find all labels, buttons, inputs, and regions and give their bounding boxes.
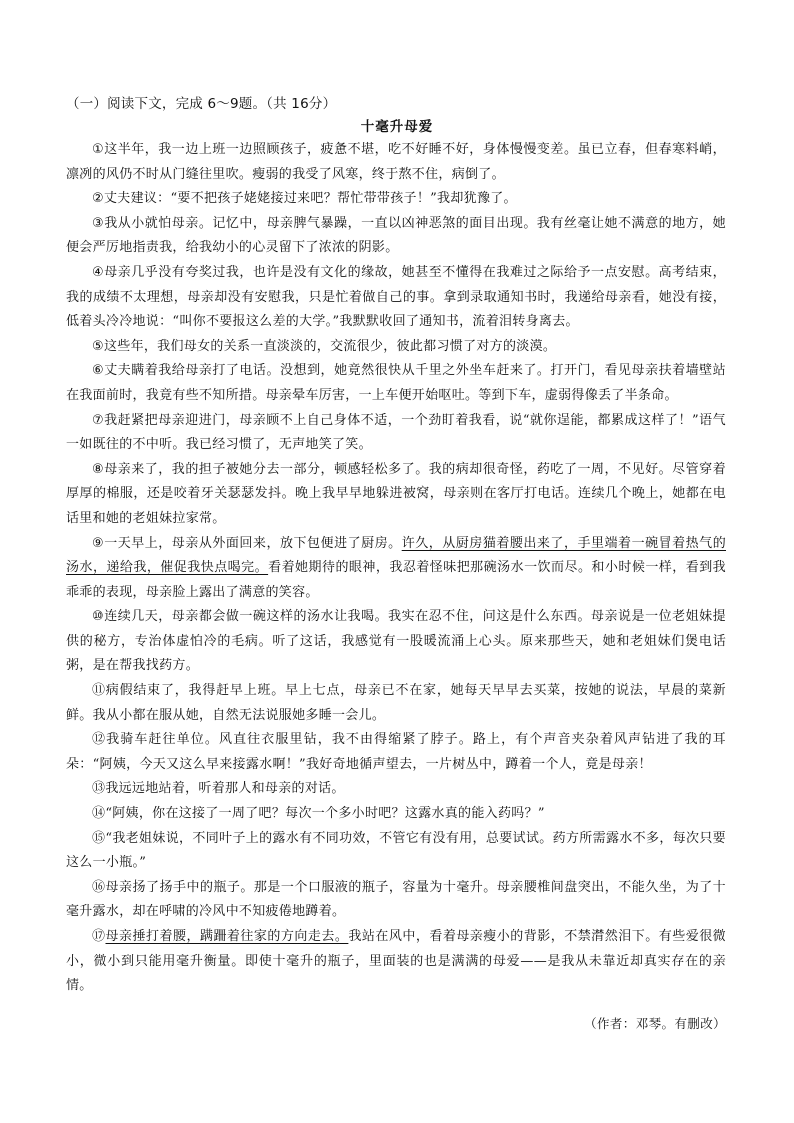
paragraph-text: 一天早上，母亲从外面回来，放下包便进了厨房。 bbox=[104, 535, 402, 551]
paragraph-text: 我从小就怕母亲。记忆中，母亲脾气暴躁，一直以凶神恶煞的面目出现。我有丝毫让她不满意的地方，她便会严厉地指责我，给我幼小的心灵留下了浓浓的阴影。 bbox=[66, 215, 726, 256]
article-title: 十毫升母爱 bbox=[360, 119, 434, 135]
paragraph-number: ⑥ bbox=[92, 363, 105, 379]
paragraph-text: 病假结束了，我得赶早上班。早上七点，母亲已不在家，她每天早早去买菜，按她的说法，早晨的菜新鲜。我从小都在服从她，自然无法说服她多睡一会儿。 bbox=[66, 683, 726, 723]
paragraph-number: ⑰ bbox=[92, 929, 106, 944]
paragraph-number: ⑬ bbox=[92, 781, 106, 797]
paragraph bbox=[66, 261, 726, 335]
paragraph-number: ⑭ bbox=[92, 806, 106, 822]
paragraph-number: ⑫ bbox=[92, 732, 107, 748]
paragraph bbox=[66, 409, 726, 458]
paragraph-text: 丈夫建议：“要不把孩子姥姥接过来吧？帮忙带带孩子！”我却犹豫了。 bbox=[103, 191, 517, 207]
paragraph bbox=[66, 728, 726, 777]
paragraph-number: ⑨ bbox=[92, 535, 105, 551]
paragraph-number: ⑧ bbox=[92, 461, 105, 477]
paragraph bbox=[66, 605, 726, 679]
paragraph-text: 连续几天，母亲都会做一碗这样的汤水让我喝。我实在忍不住，问这是什么东西。母亲说是一位老姐妹提供的秘方，专治体虚怕冷的毛病。听了这话，我感觉有一股暖流涌上心头。原来那些天，她和老姐妹们煲电话粥，是在帮我找药方。 bbox=[66, 609, 726, 674]
paragraph-text: 母亲来了，我的担子被她分去一部分，顿感轻松多了。我的病却很奇怪，药吃了一周，不见好。尽管穿着厚厚的棉服，还是咬着牙关瑟瑟发抖。晚上我早早地躲进被窝，母亲则在客厅打电话。连续几个晚上，她都在电话里和她的老姐妹拉家常。 bbox=[66, 461, 726, 526]
paragraph-number: ⑤ bbox=[92, 338, 104, 354]
paragraph-number: ③ bbox=[92, 215, 105, 231]
author-note: （作者：邓琴。有删改） bbox=[584, 1016, 726, 1031]
paragraph-text: 看着她期待的眼神，我忍着怪味把那碗汤水一饮而尽。和小时候一样，看到我乖乖的表现，母亲脸上露出了满意的笑容。 bbox=[66, 560, 726, 600]
paragraph bbox=[66, 212, 726, 261]
paragraph bbox=[66, 679, 726, 728]
paragraph-text: 我赶紧把母亲迎进门，母亲顾不上自己身体不适，一个劲盯着我看，说“就你逞能，都累成这样了！”语气一如既往的不中听。我已经习惯了，无声地笑了笑。 bbox=[66, 412, 726, 453]
paragraph-number: ④ bbox=[92, 264, 105, 280]
question-instruction: （一）阅读下文，完成 6～9题。（共 16分） bbox=[66, 96, 337, 112]
paragraph-text: 母亲扬了扬手中的瓶子。那是一个口服液的瓶子，容量为十毫升。母亲腰椎间盘突出，不能久坐，为了十毫升露水，却在呼啸的冷风中不知疲倦地蹲着。 bbox=[66, 879, 726, 920]
paragraph-text: 这些年，我们母女的关系一直淡淡的，交流很少，彼此都习惯了对方的淡漠。 bbox=[103, 338, 557, 354]
paragraph bbox=[66, 187, 726, 212]
paragraph bbox=[66, 827, 726, 876]
paragraph bbox=[66, 532, 726, 606]
paragraph-text: 母亲几乎没有夸奖过我，也许是没有文化的缘故，她甚至不懂得在我难过之际给予一点安慰。高考结束，我的成绩不太理想，母亲却没有安慰我，只是忙着做自己的事。拿到录取通知书时，我递给母亲看，她没有接，低着头冷冷地说：“叫你不要报这么差的大学。”我默默收回了通知书，流着泪转身离去。 bbox=[66, 264, 726, 330]
paragraph bbox=[66, 925, 726, 999]
paragraph-number: ① bbox=[92, 142, 105, 157]
paragraph bbox=[66, 458, 726, 532]
paragraph bbox=[66, 802, 726, 827]
paragraph-text: “我老姐妹说，不同叶子上的露水有不同功效，不管它有没有用，总要试试。药方所需露水不多，每次只要这么一小瓶。” bbox=[66, 830, 726, 871]
paragraph-text: 这半年，我一边上班一边照顾孩子，疲惫不堪，吃不好睡不好，身体慢慢变差。虽已立春，但春寒料峭，凛冽的风仍不时从门缝往里吹。瘦弱的我受了风寒，终于熬不住，病倒了。 bbox=[66, 142, 726, 182]
paragraph bbox=[66, 335, 726, 360]
paragraph-number: ② bbox=[92, 191, 104, 207]
paragraph-number: ⑮ bbox=[92, 830, 106, 846]
underlined-sentence: 许久，从厨房猫着腰出来了，手里端着一碗冒着热气的汤水，递给我，催促我快点喝完。 bbox=[66, 535, 726, 576]
paragraph-number: ⑦ bbox=[92, 412, 105, 428]
paragraph bbox=[66, 138, 726, 187]
paragraph-number: ⑪ bbox=[92, 683, 106, 699]
paragraph-text: 丈夫瞒着我给母亲打了电话。没想到，她竟然很快从千里之外坐车赶来了。打开门，看见母亲扶着墙壁站在我面前时，我竟有些不知所措。母亲晕车厉害，一上车便开始呕吐。等到下车，虚弱得像丢了半条命。 bbox=[66, 363, 726, 403]
paragraph-text: 我远远地站着，听着那人和母亲的对话。 bbox=[105, 781, 345, 797]
paragraph-text: 我骑车赶往单位。风直往衣服里钻，我不由得缩紧了脖子。路上，有个声音夹杂着风声钻进了我的耳朵：“阿姨，今天又这么早来接露水啊！”我好奇地循声望去，一片树丛中，蹲着一个人，竟是母亲！ bbox=[66, 732, 726, 772]
paragraph bbox=[66, 359, 726, 408]
underlined-sentence: 母亲捶打着腰，蹒跚着往家的方向走去。 bbox=[105, 929, 349, 944]
paragraph-text: 我站在风中，看着母亲瘦小的背影，不禁潸然泪下。有些爱很微小，微小到只能用毫升衡量。即使十毫升的瓶子，里面装的也是满满的母爱——是我从未靠近却真实存在的亲情。 bbox=[66, 929, 726, 994]
paragraph bbox=[66, 876, 726, 925]
paragraph-number: ⑩ bbox=[92, 609, 105, 625]
paragraph-text: “阿姨，你在这接了一周了吧？每次一个多小时吧？这露水真的能入药吗？” bbox=[105, 806, 545, 822]
article-body bbox=[66, 138, 726, 999]
paragraph-number: ⑯ bbox=[92, 879, 106, 895]
paragraph bbox=[66, 777, 726, 802]
